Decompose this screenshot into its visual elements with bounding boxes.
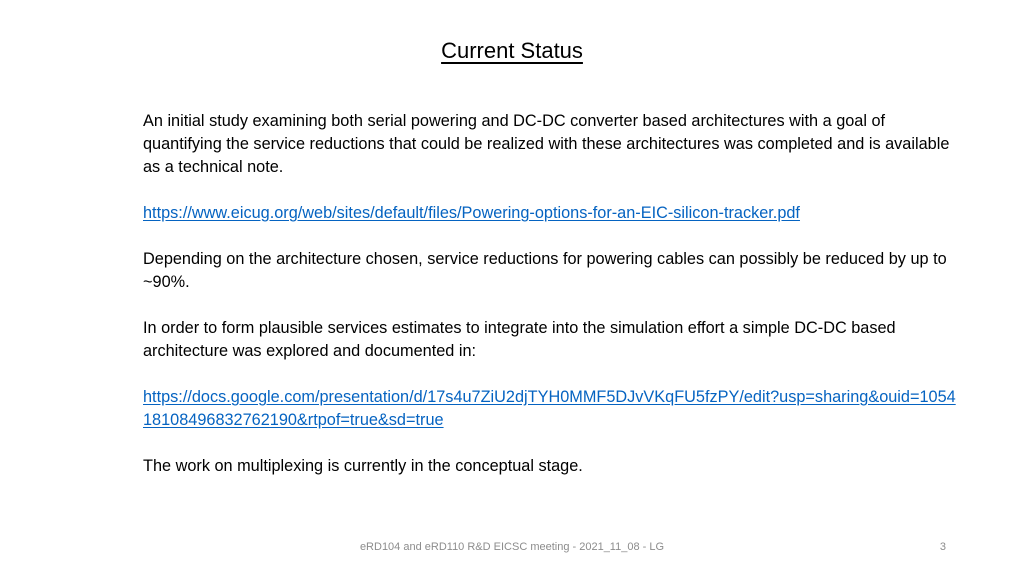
slide-footer: eRD104 and eRD110 R&D EICSC meeting - 2021_11_08 - LG: [359, 541, 665, 553]
service-reduction-paragraph: Depending on the architecture chosen, service reductions for powering cables can possibly be reduced by up to ~90%.: [143, 250, 947, 291]
presentation-link-paragraph: [143, 386, 963, 432]
multiplexing-paragraph: The work on multiplexing is currently in the conceptual stage.: [143, 457, 583, 475]
technical-note-link[interactable]: https://www.eicug.org/web/sites/default/files/Powering-options-for-an-EIC-silicon-tracker.pdf: [143, 204, 800, 222]
slide-body: [143, 110, 963, 501]
presentation-link[interactable]: https://docs.google.com/presentation/d/17s4u7ZiU2djTYH0MMF5DJvVKqFU5fzPY/edit?usp=sharing&ouid=105418108496832762190&rtpof=true&sd=true: [143, 388, 956, 429]
technical-note-link-paragraph: [143, 202, 963, 225]
intro-paragraph: An initial study examining both serial powering and DC-DC converter based architectures with a goal of quantifying the service reductions that could be realized with these architectures was completed and is available as a technical note.: [143, 112, 950, 176]
services-estimate-paragraph: In order to form plausible services estimates to integrate into the simulation effort a simple DC-DC based architecture was explored and documented in:: [143, 319, 896, 360]
page-number: 3: [939, 541, 946, 553]
slide-title-text: Current Status: [441, 38, 583, 63]
slide-title: [0, 36, 1024, 66]
